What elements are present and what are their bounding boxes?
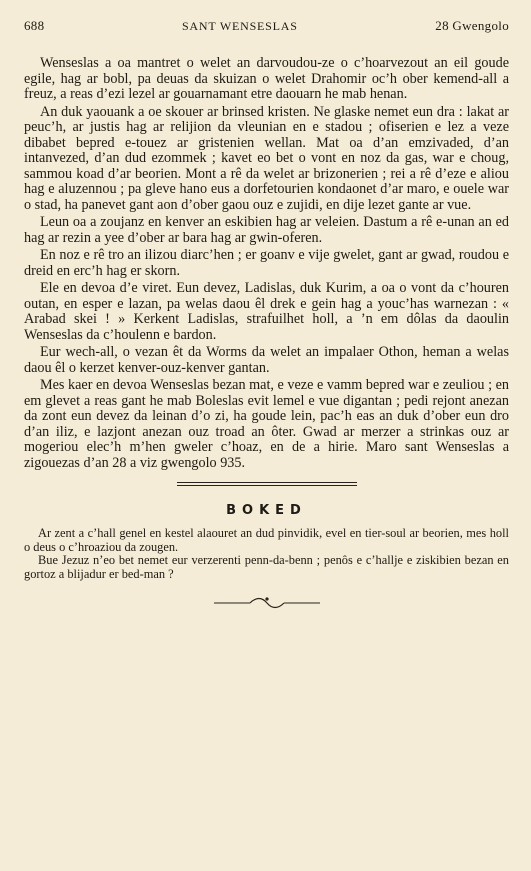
notes-block [24, 527, 509, 581]
note-paragraph: Ar zent a c’hall genel en kestel alaouret an dud pinvidik, evel en tier-soul ar beorien, mes holl o deus o c’hroaziou da zougen. [24, 526, 509, 554]
running-header [24, 18, 509, 40]
flourish-svg [212, 595, 322, 611]
body-text [24, 56, 509, 471]
paragraph: Eur wech-all, o vezan êt da Worms da welet an impalaer Othon, heman a welas daou êl o kerzet kenver-ouz-kenver gantan. [24, 344, 509, 376]
paragraph: Mes kaer en devoa Wenseslas bezan mat, e veze e vamm bepred war e zeuliou ; en em glevet a reas gant he mab Boleslas evit lemel e vue digantan ; pedi rejont anezan da zont eun devez da leinan d’o zi, ha goude lein, pac’h eas an duk d’ober eun dro d’an iliz, e lazjont anezan ouz troad an ôter. Gwad ar merzer a strinkas ouz ar mogeriou elec’h m’hen gweler c’hoaz, en de a hirie. Maro sant Wenseslas a zigouezas d’an 28 a viz gwengolo 935. [24, 377, 509, 471]
paragraph: Ele en devoa d’e viret. Eun devez, Ladislas, duk Kurim, a oa o vont da c’houren outan, en esper e lazan, pa welas daou êl drek e gein hag a youc’has warnezan : « Arabad skei ! » Kerkent Ladislas, strafuilhet holl, a ’n em dôlas da daoulin Wenseslas da c’houlenn e bardon. [24, 280, 509, 343]
paragraph: Wenseslas a oa mantret o welet an darvoudou-ze o c’hoarvezout an eil goude egile, hag ar bobl, pa deuas da skuizan o welet Drahomir oc’h ober kemend-all a freuz, a reas d’ezi lezel ar gouarnamant etre daouarn he mab henan. [24, 55, 509, 102]
paragraph: An duk yaouank a oe skouer ar brinsed kristen. Ne glaske nemet eun dra : lakat ar peuc’h, ar justis hag ar relijion da vleunian en e stadou ; ofiserien e lez a veze dibabet bepred e-touez ar gristenien wellan. Mat oa d’an emzivaded, d’an intanvezed, d’an dud ezommek ; kavet eo bet o vont en noz da gas, war e choug, sammou koad d’ar beorien. Mont a rê da welet ar brizonerien ; rei a rê d’eze e aliou hag e aluzennou ; pa gleve hano eus a dorfetourien kondaonet d’ar maro, e ouele war o stad, ha panevet gant aon d’ober gaou ouz e zujidi, en dije lezet gante ar vue. [24, 103, 509, 213]
running-title: SANT WENSESLAS [181, 19, 298, 33]
paragraph: Leun oa a zoujanz en kenver an eskibien hag ar veleien. Dastum a rê e-unan an ed hag ar rezin a yee d’ober ar bara hag ar gwin-oferen. [24, 214, 509, 246]
section-heading: BOKED [226, 503, 307, 518]
note-paragraph: Bue Jezuz n’eo bet nemet eur verzerenti penn-da-benn ; penôs e c’hallje e ziskibien bezan en gortoz a blijadur er bed-man ? [24, 553, 509, 581]
double-rule-divider [177, 482, 357, 486]
header-date: 28 Gwengolo [435, 18, 509, 33]
tailpiece-flourish-icon [24, 595, 509, 611]
page-number: 688 [24, 18, 45, 33]
paragraph: En noz e rê tro an ilizou diarc’hen ; er goanv e vije gwelet, gant ar gwad, roudou e dreid en erc’h hag er skorn. [24, 247, 509, 279]
